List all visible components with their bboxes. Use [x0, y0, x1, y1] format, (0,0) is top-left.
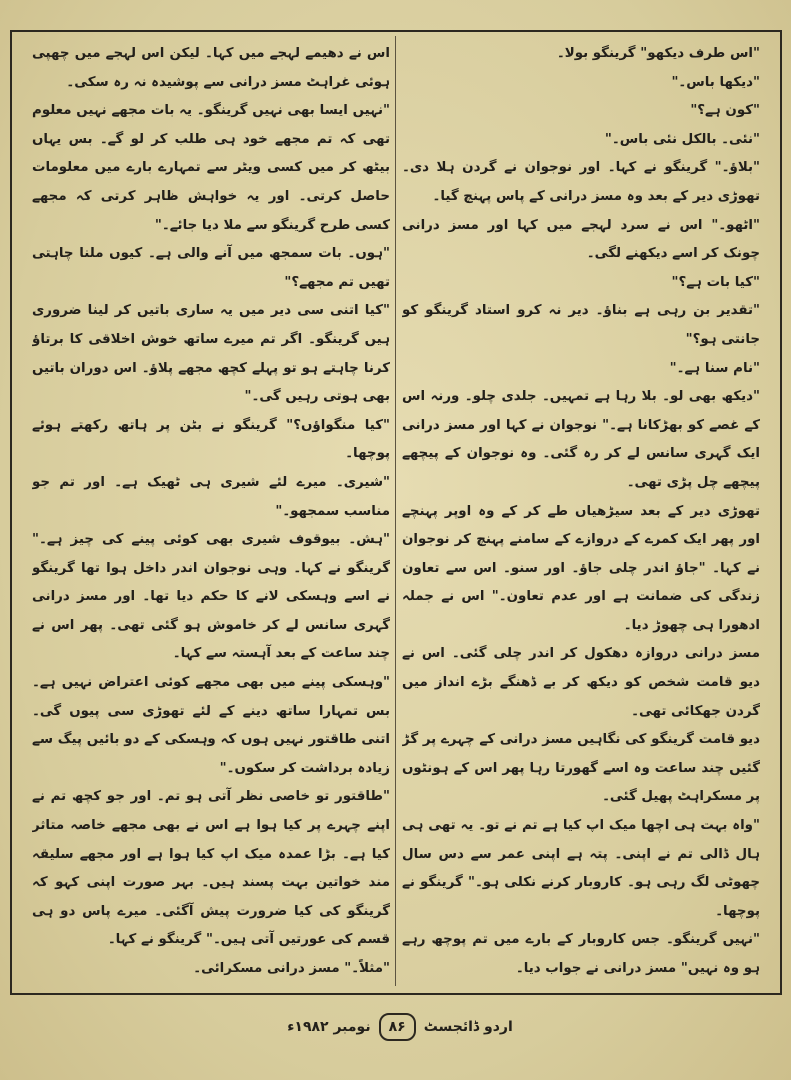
issue-date: نومبر ۱۹۸۲ء	[287, 1019, 371, 1035]
paragraph	[32, 984, 390, 988]
paragraph: "وہسکی پینے میں بھی مجھے کوئی اعتراض نہیں ہے۔ بس تمہارا ساتھ دینے کے لئے تھوڑی سی پیوں گی۔ اتنی طاقتور نہیں ہوں کہ وہسکی کے دو بائیں پیگ سے زیادہ برداشت کر سکوں۔"	[32, 675, 390, 776]
paragraph: مسز درانی دروازہ دھکول کر اندر چلی گئی۔ اس نے دیو قامت شخص کو دیکھ کر بے ڈھنگے بڑے انداز میں گردن جھکائی تھی۔	[402, 646, 760, 719]
magazine-title: اردو ڈائجسٹ	[423, 1019, 513, 1035]
paragraph: "کون ہے؟"	[690, 103, 760, 119]
paragraph: "شیری۔ میرے لئے شیری ہی ٹھیک ہے۔ اور تم جو مناسب سمجھو۔"	[32, 474, 390, 519]
paragraph: "نام سنا ہے۔"	[669, 360, 760, 376]
paragraph: "واہ بہت ہی اچھا میک اپ کیا ہے تم نے تو۔ یہ تھی ہی ہال ڈالی تم نے اپنی۔ پتہ ہے اپنی عمر سے دس سال چھوٹی لگ رہی ہو۔ کاروبار کرنے نکلی ہو۔" گرینگو نے پوچھا۔	[402, 818, 760, 919]
paragraph: "نہیں گرینگو۔ جس کاروبار کے بارے میں تم پوچھ رہے ہو وہ نہیں" مسز درانی نے جواب دیا۔	[402, 932, 760, 976]
paragraph: "کیا منگواؤں؟" گرینگو نے بٹن پر ہاتھ رکھتے ہوئے پوچھا۔	[32, 417, 390, 462]
paragraph: "اٹھو۔" اس نے سرد لہجے میں کہا اور مسز درانی چونک کر اسے دیکھنے لگی۔	[402, 217, 760, 262]
paragraph: "بلاؤ۔" گرینگو نے کہا۔ اور نوجوان نے گردن ہلا دی۔ تھوڑی دیر کے بعد وہ مسز درانی کے پاس پہنچ گیا۔	[402, 160, 760, 204]
paragraph: "ہوں۔ بات سمجھ میں آنے والی ہے۔ کیوں ملنا چاہتی تھیں تم مجھے؟"	[32, 246, 390, 290]
paragraph: "دیکھا باس۔"	[671, 74, 760, 90]
paragraph	[402, 984, 760, 988]
paragraph: "کیا بات ہے؟"	[671, 274, 760, 290]
paragraph: "تقدیر بن رہی ہے بناؤ۔ دیر نہ کرو استاد گرینگو کو جانتی ہو؟"	[402, 303, 760, 347]
paragraph: "طاقتور تو خاصی نظر آتی ہو تم۔ اور جو کچھ تم نے اپنے چہرے پر کیا ہوا ہے اس نے بھی مجھے خاصہ متاثر کیا ہے۔ بڑا عمدہ میک اپ کیا ہوا ہے اور مجھے سلیقہ مند خواتین بہت پسند ہیں۔ بہر صورت اپنی کہو کہ گرینگو کی کیا ضرورت پیش آگئی۔ میرے پاس دو ہی قسم کی عورتیں آتی ہیں۔" گرینگو نے کہا۔	[32, 789, 390, 948]
paragraph: "دیکھ بھی لو۔ بلا رہا ہے تمہیں۔ جلدی چلو۔ ورنہ اس کے غصے کو بھڑکانا ہے۔" نوجوان نے کہا اور مسز درانی ایک گہری سانس لے کر رہ گئی۔ وہ نوجوان کے پیچھے پیچھے چل پڑی تھی۔	[402, 389, 760, 490]
paragraph: "ہش۔ بیوقوف شیری بھی کوئی پینے کی چیز ہے۔" گرینگو نے کہا۔ وہی نوجوان اندر داخل ہوا تھا گرینگو نے اسے وہسکی لانے کا حکم دیا تھا۔ اور مسز درانی گہری سانس لے کر خاموش ہو گئی تھی۔ پھر اس نے چند ساعت کے بعد آہستہ سے کہا۔	[32, 532, 390, 662]
left-column	[32, 40, 390, 988]
paragraph: دیو قامت گرینگو کی نگاہیں مسز درانی کے چہرے پر گڑ گئیں چند ساعت وہ اسے گھورتا رہا پھر اس کے ہونٹوں پر مسکراہٹ پھیل گئی۔	[402, 732, 760, 805]
paragraph: اس نے دھیمے لہجے میں کہا۔ لیکن اس لہجے میں چھپی ہوئی غراہٹ مسز درانی سے پوشیدہ نہ رہ سکی۔	[32, 46, 390, 90]
paragraph: تھوڑی دیر کے بعد سیڑھیاں طے کر کے وہ اوپر پہنچے اور پھر ایک کمرے کے دروازے کے سامنے پہنچ کر نوجوان نے کہا۔ "جاؤ اندر چلی جاؤ۔ اور سنو۔ اس سے تعاون زندگی کی ضمانت ہے اور عدم تعاون۔" اس نے جملہ ادھورا ہی چھوڑ دیا۔	[402, 503, 760, 633]
paragraph: "مثلاً۔" مسز درانی مسکرائی۔	[193, 961, 390, 976]
paragraph: "کیا اتنی سی دیر میں یہ ساری باتیں کر لینا ضروری ہیں گرینگو۔ اگر تم میرے ساتھ خوش اخلاقی کا برتاؤ کرنا چاہتے ہو تو پہلے کچھ مجھے پلاؤ۔ اس دوران باتیں بھی ہوتی رہیں گی۔"	[32, 303, 390, 405]
column-divider	[395, 36, 396, 986]
page-number: ۸۶	[379, 1013, 416, 1041]
paragraph: "نہیں ایسا بھی نہیں گرینگو۔ یہ بات مجھے نہیں معلوم تھی کہ تم مجھے خود ہی طلب کر لو گے۔ بس یہاں بیٹھ کر میں کسی ویٹر سے تمہارے بارے میں معلومات حاصل کرتی۔ اور یہ خواہش ظاہر کرتی کہ مجھے کسی طرح گرینگو سے ملا دیا جائے۔"	[32, 103, 390, 233]
page-footer	[240, 1010, 560, 1044]
right-column	[402, 40, 760, 988]
paragraph: "اس طرف دیکھو" گرینگو بولا۔	[556, 46, 760, 61]
paragraph: "نئی۔ بالکل نئی باس۔"	[604, 131, 760, 147]
